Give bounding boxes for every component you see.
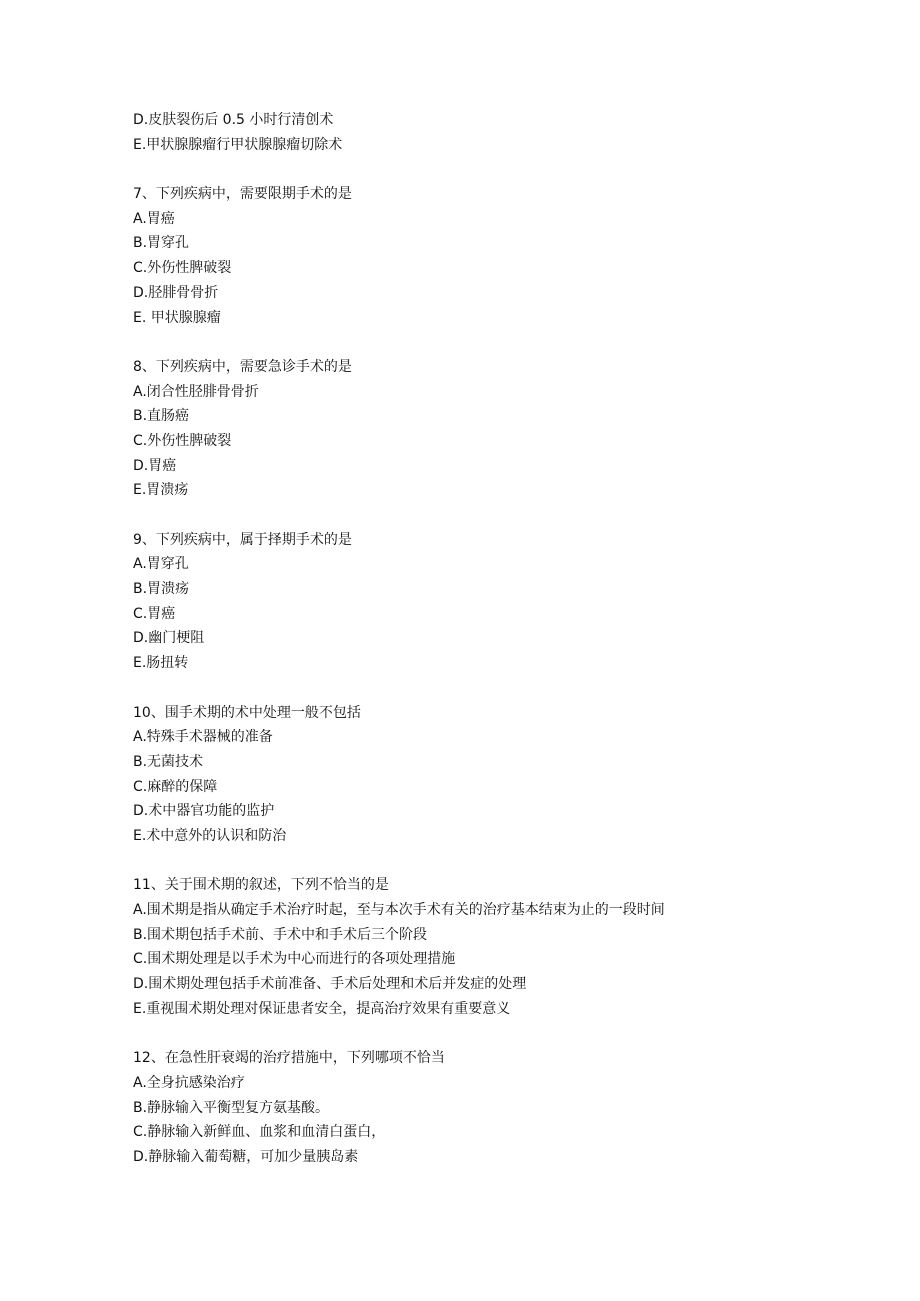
option: C.外伤性脾破裂 — [133, 432, 232, 449]
option: D.幽门梗阻 — [133, 630, 205, 647]
question-12 — [133, 1046, 893, 1169]
option: E.胃溃疡 — [133, 482, 189, 499]
spacer — [133, 676, 893, 701]
option: D.皮肤裂伤后 0.5 小时行清创术 — [133, 112, 334, 128]
option: D.静脉输入葡萄糖，可加少量胰岛素 — [133, 1148, 359, 1165]
option: A.胃穿孔 — [133, 556, 189, 573]
option: D.胃癌 — [133, 457, 177, 474]
question-stem: 9、下列疾病中，属于择期手术的是 — [133, 531, 352, 548]
option: B.围术期包括手术前、手术中和手术后三个阶段 — [133, 926, 428, 943]
option: B.无菌技术 — [133, 753, 204, 770]
option: A.特殊手术器械的准备 — [133, 729, 273, 746]
option: E.肠扭转 — [133, 655, 189, 672]
question-stem: 12、在急性肝衰竭的治疗措施中，下列哪项不恰当 — [133, 1050, 445, 1067]
option: D.围术期处理包括手术前准备、手术后处理和术后并发症的处理 — [133, 976, 527, 993]
spacer — [133, 157, 893, 182]
option: E.术中意外的认识和防治 — [133, 827, 287, 844]
spacer — [133, 503, 893, 528]
document-page — [133, 108, 893, 1170]
option: D.术中器官功能的监护 — [133, 803, 275, 820]
option: B.胃溃疡 — [133, 581, 190, 598]
question-stem: 11、关于围术期的叙述，下列不恰当的是 — [133, 877, 389, 894]
option: C.胃癌 — [133, 605, 176, 622]
option: C.外伤性脾破裂 — [133, 260, 232, 277]
question-10 — [133, 701, 893, 849]
spacer — [133, 1021, 893, 1046]
spacer — [133, 849, 893, 874]
question-stem: 8、下列疾病中，需要急诊手术的是 — [133, 358, 352, 375]
option: B.直肠癌 — [133, 408, 190, 425]
option: A.全身抗感染治疗 — [133, 1074, 245, 1091]
option: E.甲状腺腺瘤行甲状腺腺瘤切除术 — [133, 136, 343, 153]
option: C.静脉输入新鲜血、血浆和血清白蛋白， — [133, 1124, 386, 1141]
question-11 — [133, 873, 893, 1021]
question-stem: 10、围手术期的术中处理一般不包括 — [133, 704, 361, 721]
option: A.围术期是指从确定手术治疗时起，至与本次手术有关的治疗基本结束为止的一段时间 — [133, 902, 665, 918]
option: A.胃癌 — [133, 210, 175, 227]
question-8 — [133, 355, 893, 503]
option: B.胃穿孔 — [133, 235, 190, 252]
option: C.麻醉的保障 — [133, 778, 218, 795]
option: B.静脉输入平衡型复方氨基酸。 — [133, 1099, 330, 1116]
question-stem: 7、下列疾病中，需要限期手术的是 — [133, 186, 352, 203]
option: C.围术期处理是以手术为中心而进行的各项处理措施 — [133, 951, 456, 968]
spacer — [133, 330, 893, 355]
question-9 — [133, 528, 893, 676]
option: E.重视围术期处理对保证患者安全，提高治疗效果有重要意义 — [133, 1000, 511, 1017]
option: E. 甲状腺腺瘤 — [133, 309, 221, 326]
option: D.胫腓骨骨折 — [133, 284, 219, 301]
option: A.闭合性胫腓骨骨折 — [133, 383, 259, 400]
continuation-options — [133, 108, 893, 157]
question-7 — [133, 182, 893, 330]
